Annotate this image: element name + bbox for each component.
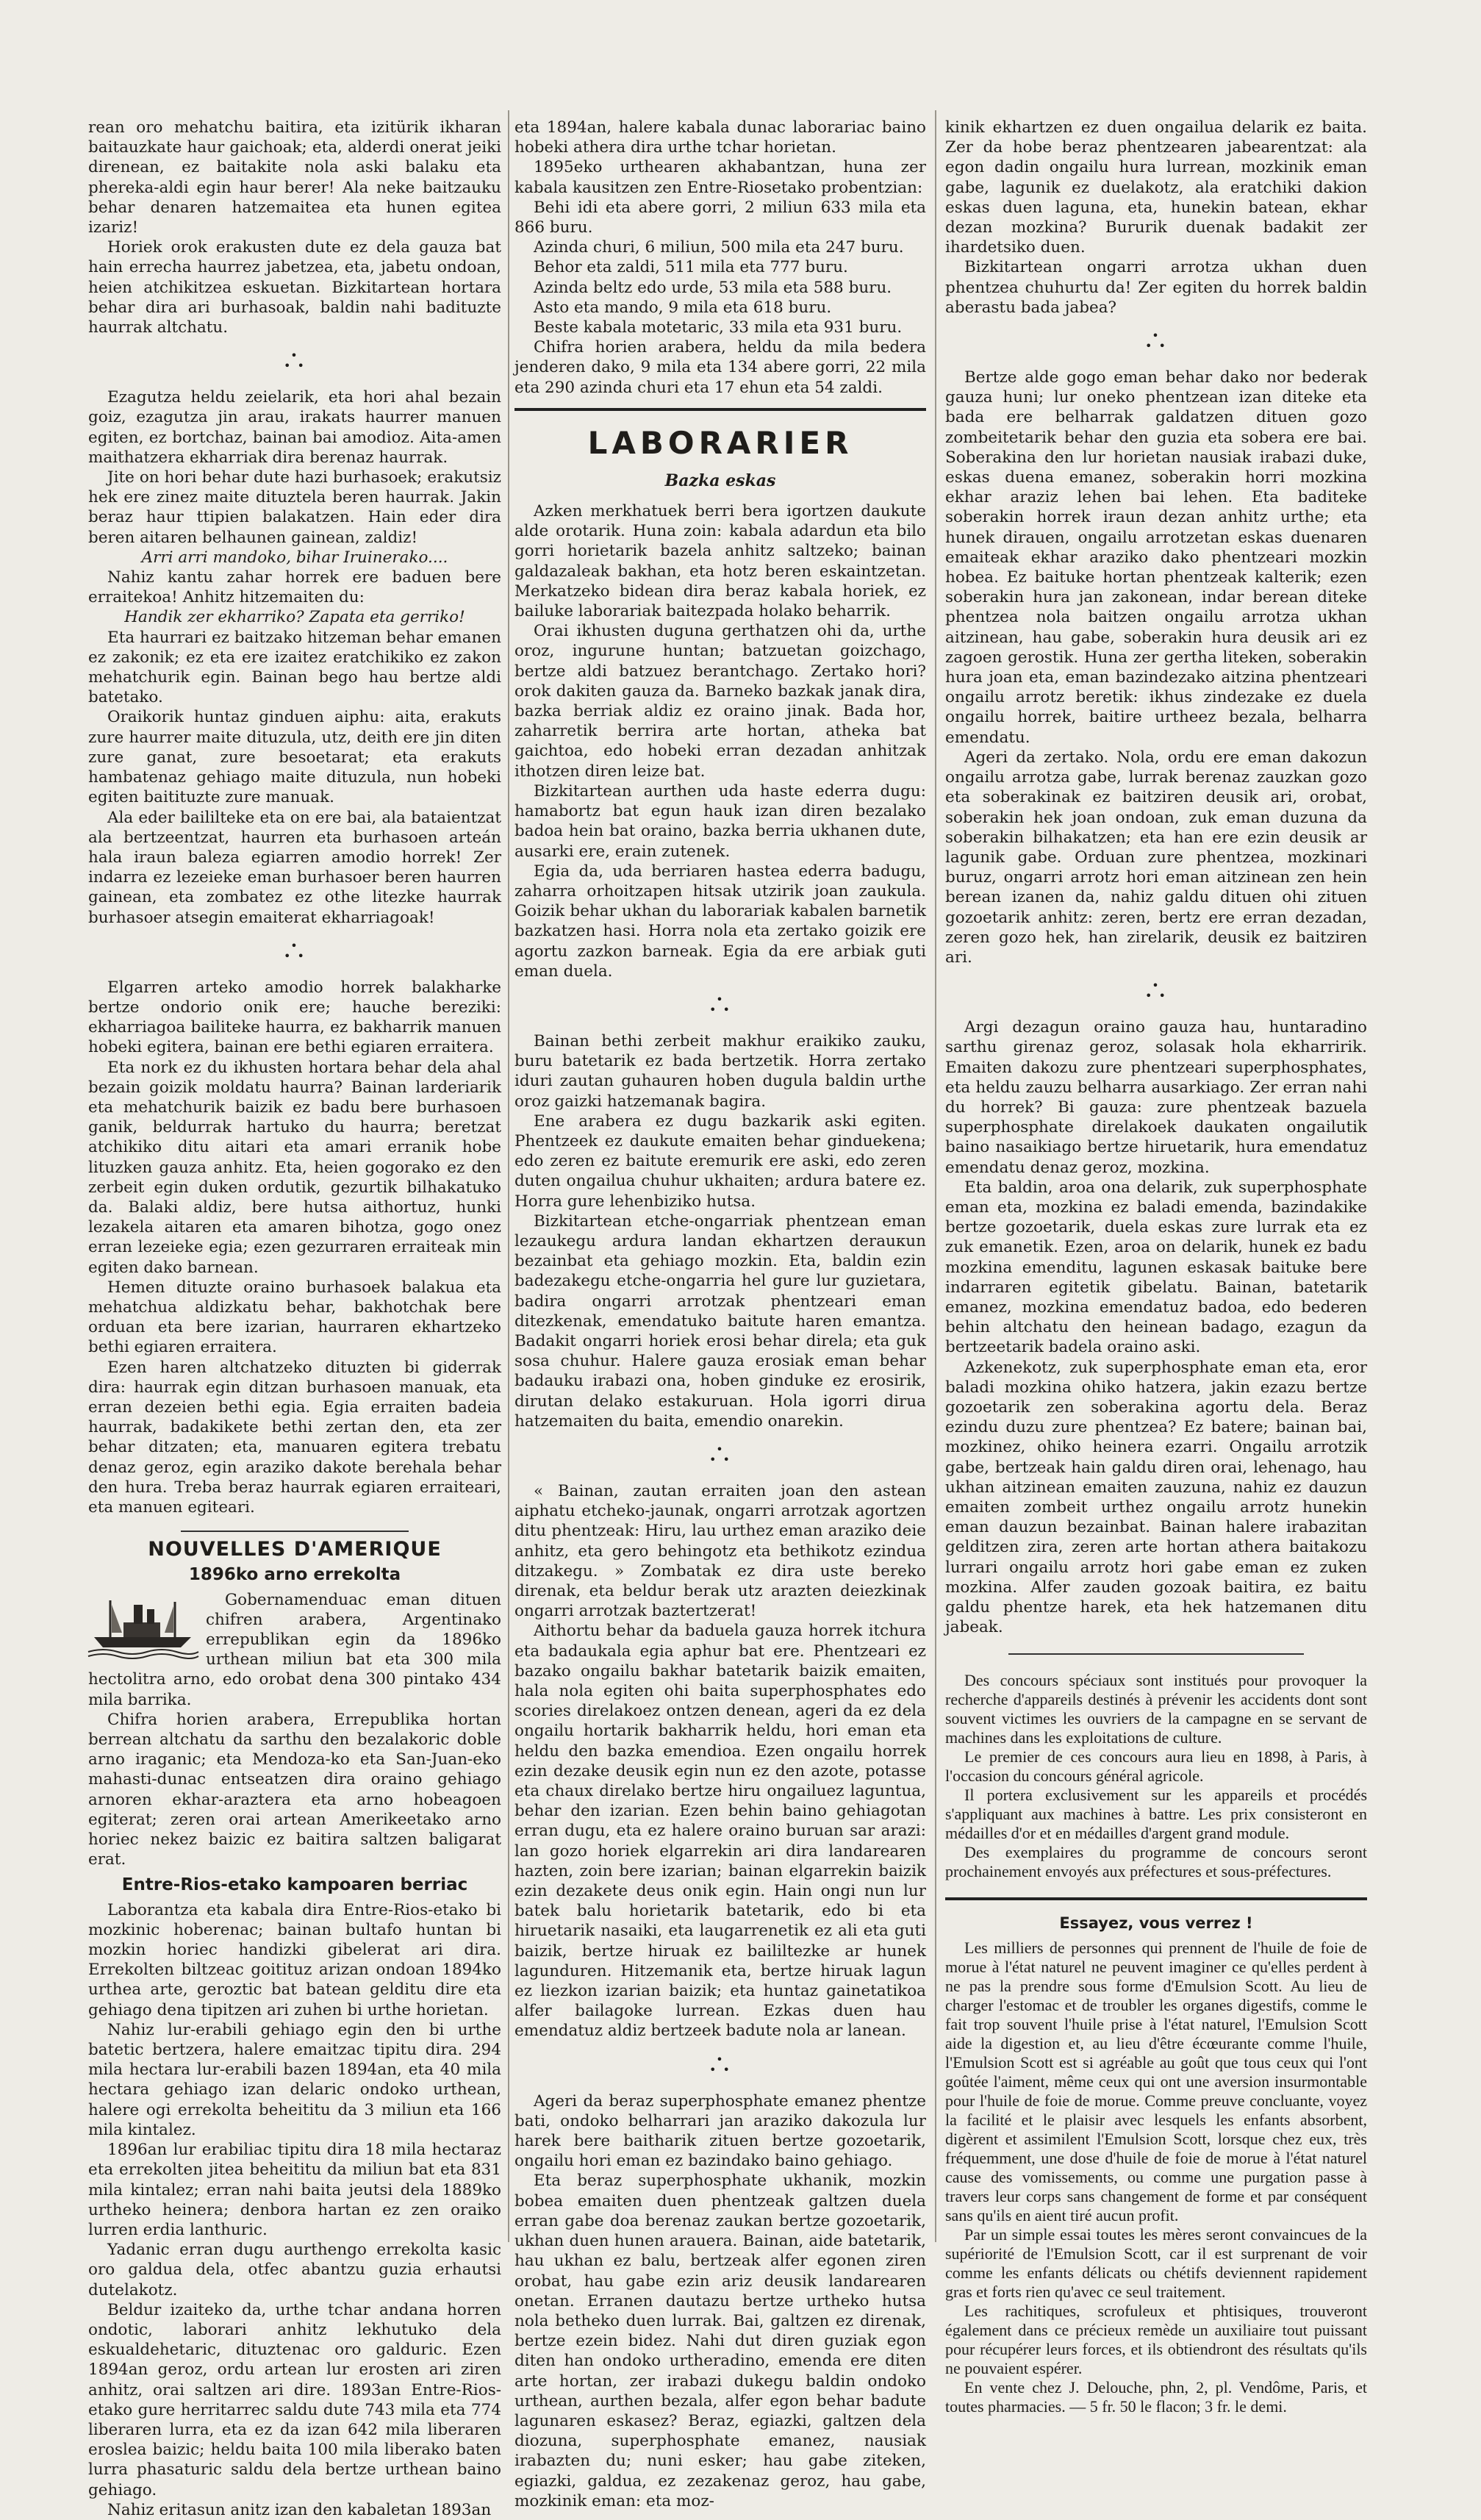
paragraph: Yadanic erran dugu aurthengo errekolta kasic oro galdua dela, otfec abantzu guzia erhautsi dutelakotz.	[88, 2241, 501, 2299]
paragraph: Beldur izaiteko da, urthe tchar andana horren ondotic, laborari anhitz lekhutuko dela eskualdehetaric, dituztenac oro galduric. Ezen 1894an geroz, ordu artean lur erosten ari ziren anhitz, orai saltzen ari dire. 1893an Entre-Rios-etako gure herritarrec saldu dute 743 mila eta 774 liberaren lurra, eta ez da izan 642 mila liberaren erosleа baizic; heldu baita 100 mila liberako baten lurra phasaturic saldu dela bertze urthean baino gehiago.	[88, 2300, 501, 2499]
section-ornament: • • •	[709, 1442, 731, 1467]
column-2	[514, 118, 926, 2511]
paragraph: En vente chez J. Delouche, phn, 2, pl. Vendôme, Paris, et toutes pharmacies. — 5 fr. 50 le flacon; 3 fr. le demi.	[945, 2377, 1367, 2416]
column-1	[88, 118, 501, 2520]
paragraph: Oraikorik huntaz ginduen aiphu: aita, erakuts zure haurrer maite dituzula, utz, deith ere jin diten zure ganat, zure besoetarat; eta erakuts hambatenaz gehiago maite dituzula, nun hobeki egiten baitituzte zure manuak.	[88, 708, 501, 807]
paragraph: Eta baldin, aroa ona delarik, zuk superphosphate eman eta, mozkina ez baladi emenda, bazindakike bertze gozoetarik, duela eskas zure lurrak eta ez zuk emanetik. Ezen, aroa on delarik, hunek ez badu mozkina emenditu, lagunen eskasak baituke bere indarraren egitetik gibelatu. Bainan, batetarik emanez, mozkina emendatuz badoa, edo bederen behin altchatu den heinean badago, ezagun da bertzeetarik badela oraino aski.	[945, 1178, 1367, 1357]
paragraph: Le premier de ces concours aura lieu en 1898, à Paris, à l'occasion du concours général agricole.	[945, 1747, 1367, 1786]
paragraph: Bertze alde gogo eman behar dako nor bederak gauza huni; lur oneko phentzean izan diteke eta bada ere belharrak galdatzen dituen gozo zombeitetarik behar den guzia eta sobera ere bai. Soberakina den lur horietan nausiak irabazi duke, eskas duena emanez, soberakin horri mozkina ekhar araziz lehen bai lehen. Eta baditeke soberakin horrek iraun dezan anhitz urthe; eta hunek dirauen, ongailu arrotzetan eskas duenaren emaiteak ekhar araziko dako phentzeari mozkin hobea. Ez baituke hortan phentzeak kalterik; ezen soberakin hura jan zakonean, indar berean diteke phentzea nola baitzen ongailu arrotza ukhan aitzinean, hau gabe, soberakin hura deusik ari ez zagoen gerostik. Huna zer gertha liteken, soberakin hura joan eta, eman bazindezako aitzina phentzeari ongailu arrotz beretik: ikhus zindezake ez duela ongailu horrek, baitire urtheez bezala, belharra emendatu.	[945, 368, 1367, 747]
paragraph: Eta nork ez du ikhusten hortara behar dela ahal bezain goizik moldatu haurra? Bainan larderiarik eta mehatchurik baizik ez badu bere burhasoen ganik, beldurrak hartuko du haurra; beretzat atchikiko ditu aitari eta amari erranik hobe lituzken gauza anhitz. Eta, heien gogorako ez den zerbeit egin duken ordutik, gezurtik bilhakatuko da. Balaki aldiz, bere hutsa aithortuz, hunki lezakela aitaren eta amaren bihotza, gogo onez erran lezeieke egia; ezen gezurraren erraiteak min egiten dako barnean.	[88, 1058, 501, 1277]
section-ornament: • • •	[284, 348, 306, 373]
paragraph: eta 1894an, halere kabala dunac laborariac baino hobeki athera dira urthe tchar horietan.	[514, 118, 926, 157]
paragraph: Ezagutza heldu zeielarik, eta hori ahal bezain goiz, ezagutza jin arau, irakats haurrer manuen egiten, ez bortchaz, bainan bai amodioz. Aita-amen maithatzera ekharriak dira berenaz haurrak.	[88, 388, 501, 467]
paragraph: Ala eder baililteke eta on ere bai, ala bataientzat ala bertzeentzat, haurren eta burhasoen arteán hala iraun baleza egiarren amodio horrek! Zer indarra ez lezeieke eman burhasoer beren haurren gainean, eta zombatez ez othe litezke haurrak burhasoer atsegin emaiterat ekharriagoak!	[88, 808, 501, 927]
paragraph: Laborantza eta kabala dira Entre-Rios-etako bi mozkinic hoberenac; bainan bultafo huntan bi mozkin horiec handizki gibelerat ari dira. Errekolten biltzeac goitituz arizan ondoan 1894ko urthea arte, geroztic bat batean gelditu dire eta gehiago dena tipitzen ari zuhen bi urthe horietan.	[88, 1900, 501, 2019]
paragraph: Horiek orok erakusten dute ez dela gauza bat hain errecha haurrez jabetzea, eta, jabetu ondoan, heien atchikitzea eskuetan. Bizkitartean hortara behar dira ari burhasoak, baldin nahi badituzte haurrak altchatu.	[88, 238, 501, 337]
divider	[945, 1897, 1367, 1900]
column-3	[945, 118, 1367, 2416]
paragraph: Il portera exclusivement sur les appareils et procédés s'appliquant aux machines à battre. Les prix consisteront en médailles d'or et en médailles d'argent grand module.	[945, 1786, 1367, 1843]
stat-line: Behi idi eta abere gorri, 2 miliun 633 mila eta 866 buru.	[514, 198, 926, 237]
stat-line: Azinda churi, 6 miliun, 500 mila eta 247 buru.	[534, 238, 904, 257]
paragraph: Jite on hori behar dute hazi burhasoek; erakutsiz hek ere zinez maite dituztela beren haurrak. Jakin beraz haur ttipien balakatzen. Hain eder dira beren aitaren belhaunen gainean, zaldiz!	[88, 468, 501, 547]
paragraph: « Bainan, zautan erraiten joan den astean aiphatu etcheko-jaunak, ongarri arrotzak agortzen ditu phentzeak: Hiru, lau urthez eman araziko deie anhitz, eta gero behingotz eta bethikotz ezindua ditzakegu. » Zombatak ez dira uste bereko direnak, eta beldur berak utz arazten deiezkinak ongarri arrotzak baztertzerat!	[514, 1481, 926, 1621]
section-heading: Essayez, vous verrez !	[1059, 1914, 1253, 1933]
stat-line: Behor eta zaldi, 511 mila eta 777 buru.	[534, 258, 848, 277]
paragraph: Azkenekotz, zuk superphosphate eman eta, eror baladi mozkina ohiko hatzera, jakin ezazu bertze gozoetarik zen soberakina agortu dela. Beraz ezindu duzu zure phentzea? Ez batere; bainan bai, mozkinez, ohiko heinera ezarri. Ongailu arrotzik gabe, bertzeak hain galdu diren orai, lehenago, hau ukhan aitzinean emaiten zauzuna, nahiz ez dauzun emaiten zombeit urthez ongailu arrotz hunekin eman dauzun bezainbat. Bainan halere irabazitan gelditzen zira, zeren arte hortan athera baitakozu lurrari ongailu arrotz hori gabe eman ez zuken mozkina. Alfer zauden gozoak baitira, ez baitu galdu phentze harek, eta hek hatzemanen ditu jabeak.	[945, 1358, 1367, 1637]
paragraph: Nahiz kantu zahar horrek ere baduen bere erraitekoa! Anhitz hitzemaiten du:	[88, 568, 501, 607]
paragraph: Ageri da beraz superphosphate emanez phentze bati, ondoko belharrari jan araziko dakozula lur harek bere baitharik zituen bertze gozoetarik, ongailu hori eman ez bazindako baino gehiago.	[514, 2091, 926, 2171]
section-ornament: • • •	[709, 992, 731, 1017]
paragraph: Ageri da zertako. Nola, ordu ere eman dakozun ongailu arrotza gabe, lurrak berenaz zauzkan gozo eta soberakinak ez baitziren deusik ari, orobat, soberakin hek joan ondoan, zuk eman duzuna da soberakin bilhakatzen; eta han ere ezin deusik ar lagunik gabe. Orduan zure phentzea, mozkinari buruz, ongarri arrotz hori eman aitzinean zen hein berean izanen da, nahiz galdu dituen ohi zituen gozoetarik anhitz: zeren, bertz ere erran dezadan, zeren gozo hek, han zirelarik, deusik ez baitziren ari.	[945, 748, 1367, 967]
paragraph: Bizkitartean etche-ongarriak phentzean eman lezaukegu ardura landan ekhartzen derauкun bezainbat eta gehiago mozkin. Eta, baldin ezin badezakegu etche-ongarria hel gure lur guzietara, badira ongarri arrotzak phentzeari eman ditezkenak, emendatuko baitute haren emantza. Badakit ongarri horiek erosi behar direla; eta guk sosa chuhur. Halere gauza erosiak eman behar badauku irabazi ona, hoben ginduke ez erosirik, dirutan delako estakuruan. Hola igorri dirua hatzemaiten du baita, emendio onarekin.	[514, 1211, 926, 1431]
divider	[514, 408, 926, 411]
paragraph: 1896an lur erabiliac tipitu dira 18 mila hectaraz eta errekolten jitea beheititu da miliun bat eta 831 mila kintalez; erran nahi baita jeutsi dela 1889ko urtheko heinera; denbora hartan ez zen oraiko lurren erdia lanthuric.	[88, 2141, 501, 2239]
paragraph: Argi dezagun oraino gauza hau, huntaradino sarthu girenaz geroz, solasak hola ekharririk. Emaiten dakozu zure phentzeari superphosphates, eta heldu zauzu belharra ausarkiago. Zer erran nahi du horrek? Bi gauza: zure phentzeak bazuela superphosphate direlakoek daukaten ongailutik baino nasaikiago bertze hiruetarik, hura emendatuz emendatu denaz geroz, mozkina.	[945, 1018, 1367, 1177]
paragraph: Ene arabera ez dugu bazkarik aski egiten. Phentzeek ez daukute emaiten behar ginduekena; edo zeren ez baitute eremurik ere aski, edo zeren duten ongailua chuhur ukhaiten; ardura batere ez. Horra gure lehenbiziko hutsa.	[514, 1112, 926, 1211]
paragraph: Les rachitiques, scrofuleux et phtisiques, trouveront également dans ce précieux remède un auxiliaire tout puissant pour récupérer leurs forces, et ils obtiendront des résultats qu'ils ne pouvaient espérer.	[945, 2301, 1367, 2377]
paragraph: Bainan bethi zerbeit makhur eraikiko zauku, buru batetarik ez bada bertzetik. Horra zertako iduri zautan guhauren hoben dugula baldin urthe oroz gaizki hatzemanak bagira.	[514, 1031, 926, 1111]
paragraph: Eta haurrari ez baitzako hitzeman behar emanen ez zakonik; ez eta ere izaitez eratchikiko ez zakon mehatchurik egin. Bainan bego hau bertze aldi batetako.	[88, 628, 501, 707]
paragraph: kinik ekhartzen ez duen ongailua delarik ez baita. Zer da hobe beraz phentzearen jabearentzat: ala egon dadin ongailu hura lurrean, mozkinik eman gabe, lagunik ez duelakotz, ala eratchiki dakion eskas duen laguna, eta, hunekin batean, ekhar dezan mozkina? Bururik duenak badakit zer ihardetsiko duen.	[945, 118, 1367, 257]
subheading: 1896ko arno errekolta	[188, 1565, 401, 1585]
paragraph: Elgarren arteko amodio horrek balakharke bertze ondorio onik ere; hauche bereziki: ekharriagoa bailiteke haurra, ez bakharrik manuen hobeki egitera, bainan ere bethi egiaren erraitera.	[88, 978, 501, 1057]
paragraph: Ezen haren altchatzeko dituzten bi giderrak dira: haurrak egin ditzan burhasoen manuak, eta erran dezeien bethi egia. Egia erraiten badeia haurrak, badakikete bethi zertan den, eta zer behar ditzaten; eta, manuaren egitera trebatu denaz geroz, egin araziko dakote berehala behar den hura. Treba beraz haurrak egiaren erraiteari, eta manuen egiteari.	[88, 1358, 501, 1517]
section-ornament: • • •	[709, 2052, 731, 2077]
paragraph: Par un simple essai toutes les mères seront convaincues de la supériorité de l'Emulsion Scott, car il est surprenant de voir comme les enfants délicats ou chétifs deviennent rapidement gras et forts rien qu'avec ce seul traitement.	[945, 2224, 1367, 2301]
paragraph: Chifra horien arabera, Errepublika hortan berrean altchatu da sarthu den bezalakoric doble arno iraganic; eta Mendoza-ko eta San-Juan-eko mahasti-dunac entseatzen dira oraino gehiago arnoren ekhar-araztera eta arno hobeagoen egiterat; zeren orai artean Amerikeetako arno horiec nekez baizic ez baitira saltzen baligarat erat.	[88, 1710, 501, 1869]
section-ornament: • • •	[1145, 329, 1167, 354]
paragraph: Orai ikhusten duguna gerthatzen ohi da, urthe oroz, ingurune huntan; batzuetan goizchago, bertze aldi batzuez berantchago. Zertako hori? orok dakiten gauza da. Barneko bazkak janak dira, bazka berriak aldiz ez oraino jinak. Bada hor, zaharretik berrira arte hortan, atheka bat gaichtoa, edo hobeki erran dezadan anhitzak ithotzen diren leize bat.	[514, 622, 926, 781]
paragraph: Nahiz eritasun anitz izan den kabaletan 1893an	[107, 2500, 492, 2519]
paragraph: Azken merkhatuek berri bera igortzen daukute alde orotarik. Huna zoin: kabala adardun eta bilo gorri horietarik bazela anhitz saltzeko; bainan galdazaleak bakhan, eta hotz beren eskaintzetan. Merkatzeko bidean dira beraz kabala horiek, ez bailuke laborariak baitezpada holako beharrik.	[514, 502, 926, 621]
paragraph: Aithortu behar da baduela gauza horrek itchura eta badaukala egia aphur bat ere. Phentzeari ez bazako ongailu bakhar batetarik baizik emaiten, hala nola egiten ohi baita superphosphates edo scories direlakoez ontzen denean, ageri da ez dela ongailu hortarik bakharrik heldu, hori eman eta heldu den bazka emendioa. Ezen ongailu horrek ezin dezake deusik egin nun ez den azote, potasse eta chaux direlako bertze hiru ongailuez laguntua, behar den izarian. Ezen behin baino gehiagotan erran dugu, eta ez halere oraino buruan sar arazi: lan gozo horiek elgarrekin ari dira landarearen hazten, zoin bere izarian; bainan elgarrekin baizik ezin dezakete deus onik egin. Hain ongi nun lur batek balu horietarik batetarik, edo bi eta hiruetarik nasaiki, eta laugarrenetik ez ali eta guti baizik, bertze hiruak ez baililtezke ar hunek lagunduren. Hitzemanik eta, bertze hiruak lagun ez liezkon izarian baizik; eta huntaz gainetatikoa alfer bailagoke lurrean. Ezkas duen hau emendatuz aldiz bertzeek badute nola ar lanean.	[514, 1622, 926, 2041]
paragraph: Hemen dituzte oraino burhasoek balakua eta mehatchua aldizkatu behar, bakhotchak bere orduan eta bere izarian, haurraren ekhartzeko bethi egiaren erraitera.	[88, 1278, 501, 1357]
section-heading: NOUVELLES D'AMERIQUE	[148, 1538, 442, 1561]
paragraph: Eta beraz superphosphate ukhanik, mozkin bobea emaiten duen phentzeak galtzen duela erran gabe doa berenaz zaukan bertze gozoetarik, ukhan duen hunen arauera. Bainan, aide batetarik, hau ukhan ez balu, bertzeak alfer egonen ziren orobat, hau gabe ezin ariz deusik landarearen onetan. Erranen dautazu bertze urtheko hutsa nola betheko duen lurrak. Bai, galtzen ez direnak, bertze ezein bidez. Nahi dut diren guziak egon diten han ondoko urtheradino, emenda ere diten arte hortan, zer irabazi dukegu baldin ondoko urthean, aurthen bezala, alfer egon behar badute lagunaren eskasez? Beraz, egiazki, galtzen dela diozuna, superphosphate emanez, nausiak irabazten du; nuni esker; hau gabe ziteken, egiazki, galdua, ez zezakenaz geroz, hau gabe, mozkinik eman: eta moz-	[514, 2172, 926, 2510]
column-divider	[935, 110, 936, 2242]
section-ornament: • • •	[1145, 978, 1167, 1003]
section-heading: LABORARIER	[587, 424, 853, 461]
paragraph: Les milliers de personnes qui prennent de l'huile de foie de morue à l'état naturel ne peuvent imaginer ce qu'elles perdent à ne pas la prendre sous forme d'Emulsion Scott. Au lieu de charger l'estomac et de troubler les organes digestifs, comme le fait trop souvent l'huile prise à l'état naturel, l'Emulsion Scott aide la digestion et, au lieu d'être écœurante comme l'huile, l'Emulsion Scott est si agréable au goût que tous ceux qui l'ont goûtée l'aiment, même ceux qui ont une aversion insurmontable pour l'huile de foie de morue. Comme preuve concluante, voyez la facilité et le plaisir avec lesquels les enfants absorbent, digèrent et assimilent l'Emulsion Scott, lorsque chez eux, très fréquemment, une dose d'huile de foie de morue à l'état naturel cause des vomissements, ou comme une purgation passe à travers leur corps sans changement de forme et par conséquent sans qu'ils en aient tiré aucun profit.	[945, 1938, 1367, 2224]
subheading: Entre-Rios-etako kampoaren berriac	[121, 1875, 468, 1895]
stat-line: Asto eta mando, 9 mila eta 618 buru.	[534, 298, 832, 317]
stat-line: Beste kabala motetaric, 33 mila eta 931 buru.	[534, 318, 903, 337]
paragraph: Nahiz lur-erabili gehiago egin den bi urthe batetic bertzera, halere emaitzac tipitu dira. 294 mila hectara lur-erabili bazen 1894an, eta 40 mila hectara gehiago izan delaric ondoko urthean, halere ogi errekolta beheititu da 3 miliun eta 166 mila kintalez.	[88, 2020, 501, 2139]
paragraph: rean oro mehatchu baitira, eta izitürik ikharan baitauzkate haur gaichoak; eta, alderdi onerat jeiki direnean, ez baitakite nola aski balaku eta phereka-aldi egin haur berer! Ala neke baitzauku behar denaren hatzemaitea eta hunen egitea izariz!	[88, 118, 501, 237]
paragraph: Bizkitartean ongarri arrotza ukhan duen phentzea chuhurtu da! Zer egiten du horrek baldin aberastu bada jabea?	[945, 258, 1367, 317]
verse-line: Arri arri mandoko, bihar Iruinerako....	[141, 548, 448, 567]
steamship-icon	[88, 1594, 198, 1659]
paragraph: Egia da, udа berriaren hastea ederra badugu, zaharra orhoitzapen hitsak utzirik joan zaukula. Goizik behar ukhan du laborariak kabalen barnetik bazkatzen hasi. Horra nola eta zertako goizik ere agortu zazkon barneak. Egia da ere arbiak guti eman duela.	[514, 862, 926, 981]
verse-line: Handik zer ekharriko? Zapata eta gerriko!	[124, 608, 465, 627]
divider	[1008, 1653, 1304, 1655]
subheading: Bazka eskas	[664, 470, 776, 490]
paragraph: Bizkitartean aurthen uda haste ederra dugu: hamabortz bat egun hauk izan diren bezalako badoa hein bat oraino, bazka berria ukhanen dute, ausarki ere, erain zutenek.	[514, 781, 926, 861]
column-divider	[508, 110, 509, 2242]
paragraph: Chifra horien arabera, heldu da mila bedera jenderen dako, 9 mila eta 134 abere gorri, 22 mila eta 290 azinda churi eta 17 ehun eta 54 zaldi.	[514, 338, 926, 397]
paragraph: Des concours spéciaux sont institués pour provoquer la recherche d'appareils destinés à prévenir les accidents dont sont souvent victimes les ouvriers de la campagne en se servant de machines dans les exploitations de culture.	[945, 1671, 1367, 1747]
paragraph: Gobernamenduac eman dituen chifren arabera, Argentinako errepublikan egin da 1896ko urthean miliun bat eta 300 mila hectolitra arno, edo orobat dena 300 pintako 434 mila barrika.	[88, 1590, 501, 1709]
paragraph: Des exemplaires du programme de concours seront prochainement envoyés aux préfectures et sous-préfectures.	[945, 1843, 1367, 1881]
paragraph: 1895eko urthearen akhabantzan, huna zer kabala kausitzen zen Entre-Riosetako probentzian:	[514, 158, 926, 197]
section-ornament: • • •	[284, 938, 306, 963]
divider	[181, 1531, 408, 1532]
stat-line: Azinda beltz edo urde, 53 mila eta 588 buru.	[534, 278, 892, 297]
